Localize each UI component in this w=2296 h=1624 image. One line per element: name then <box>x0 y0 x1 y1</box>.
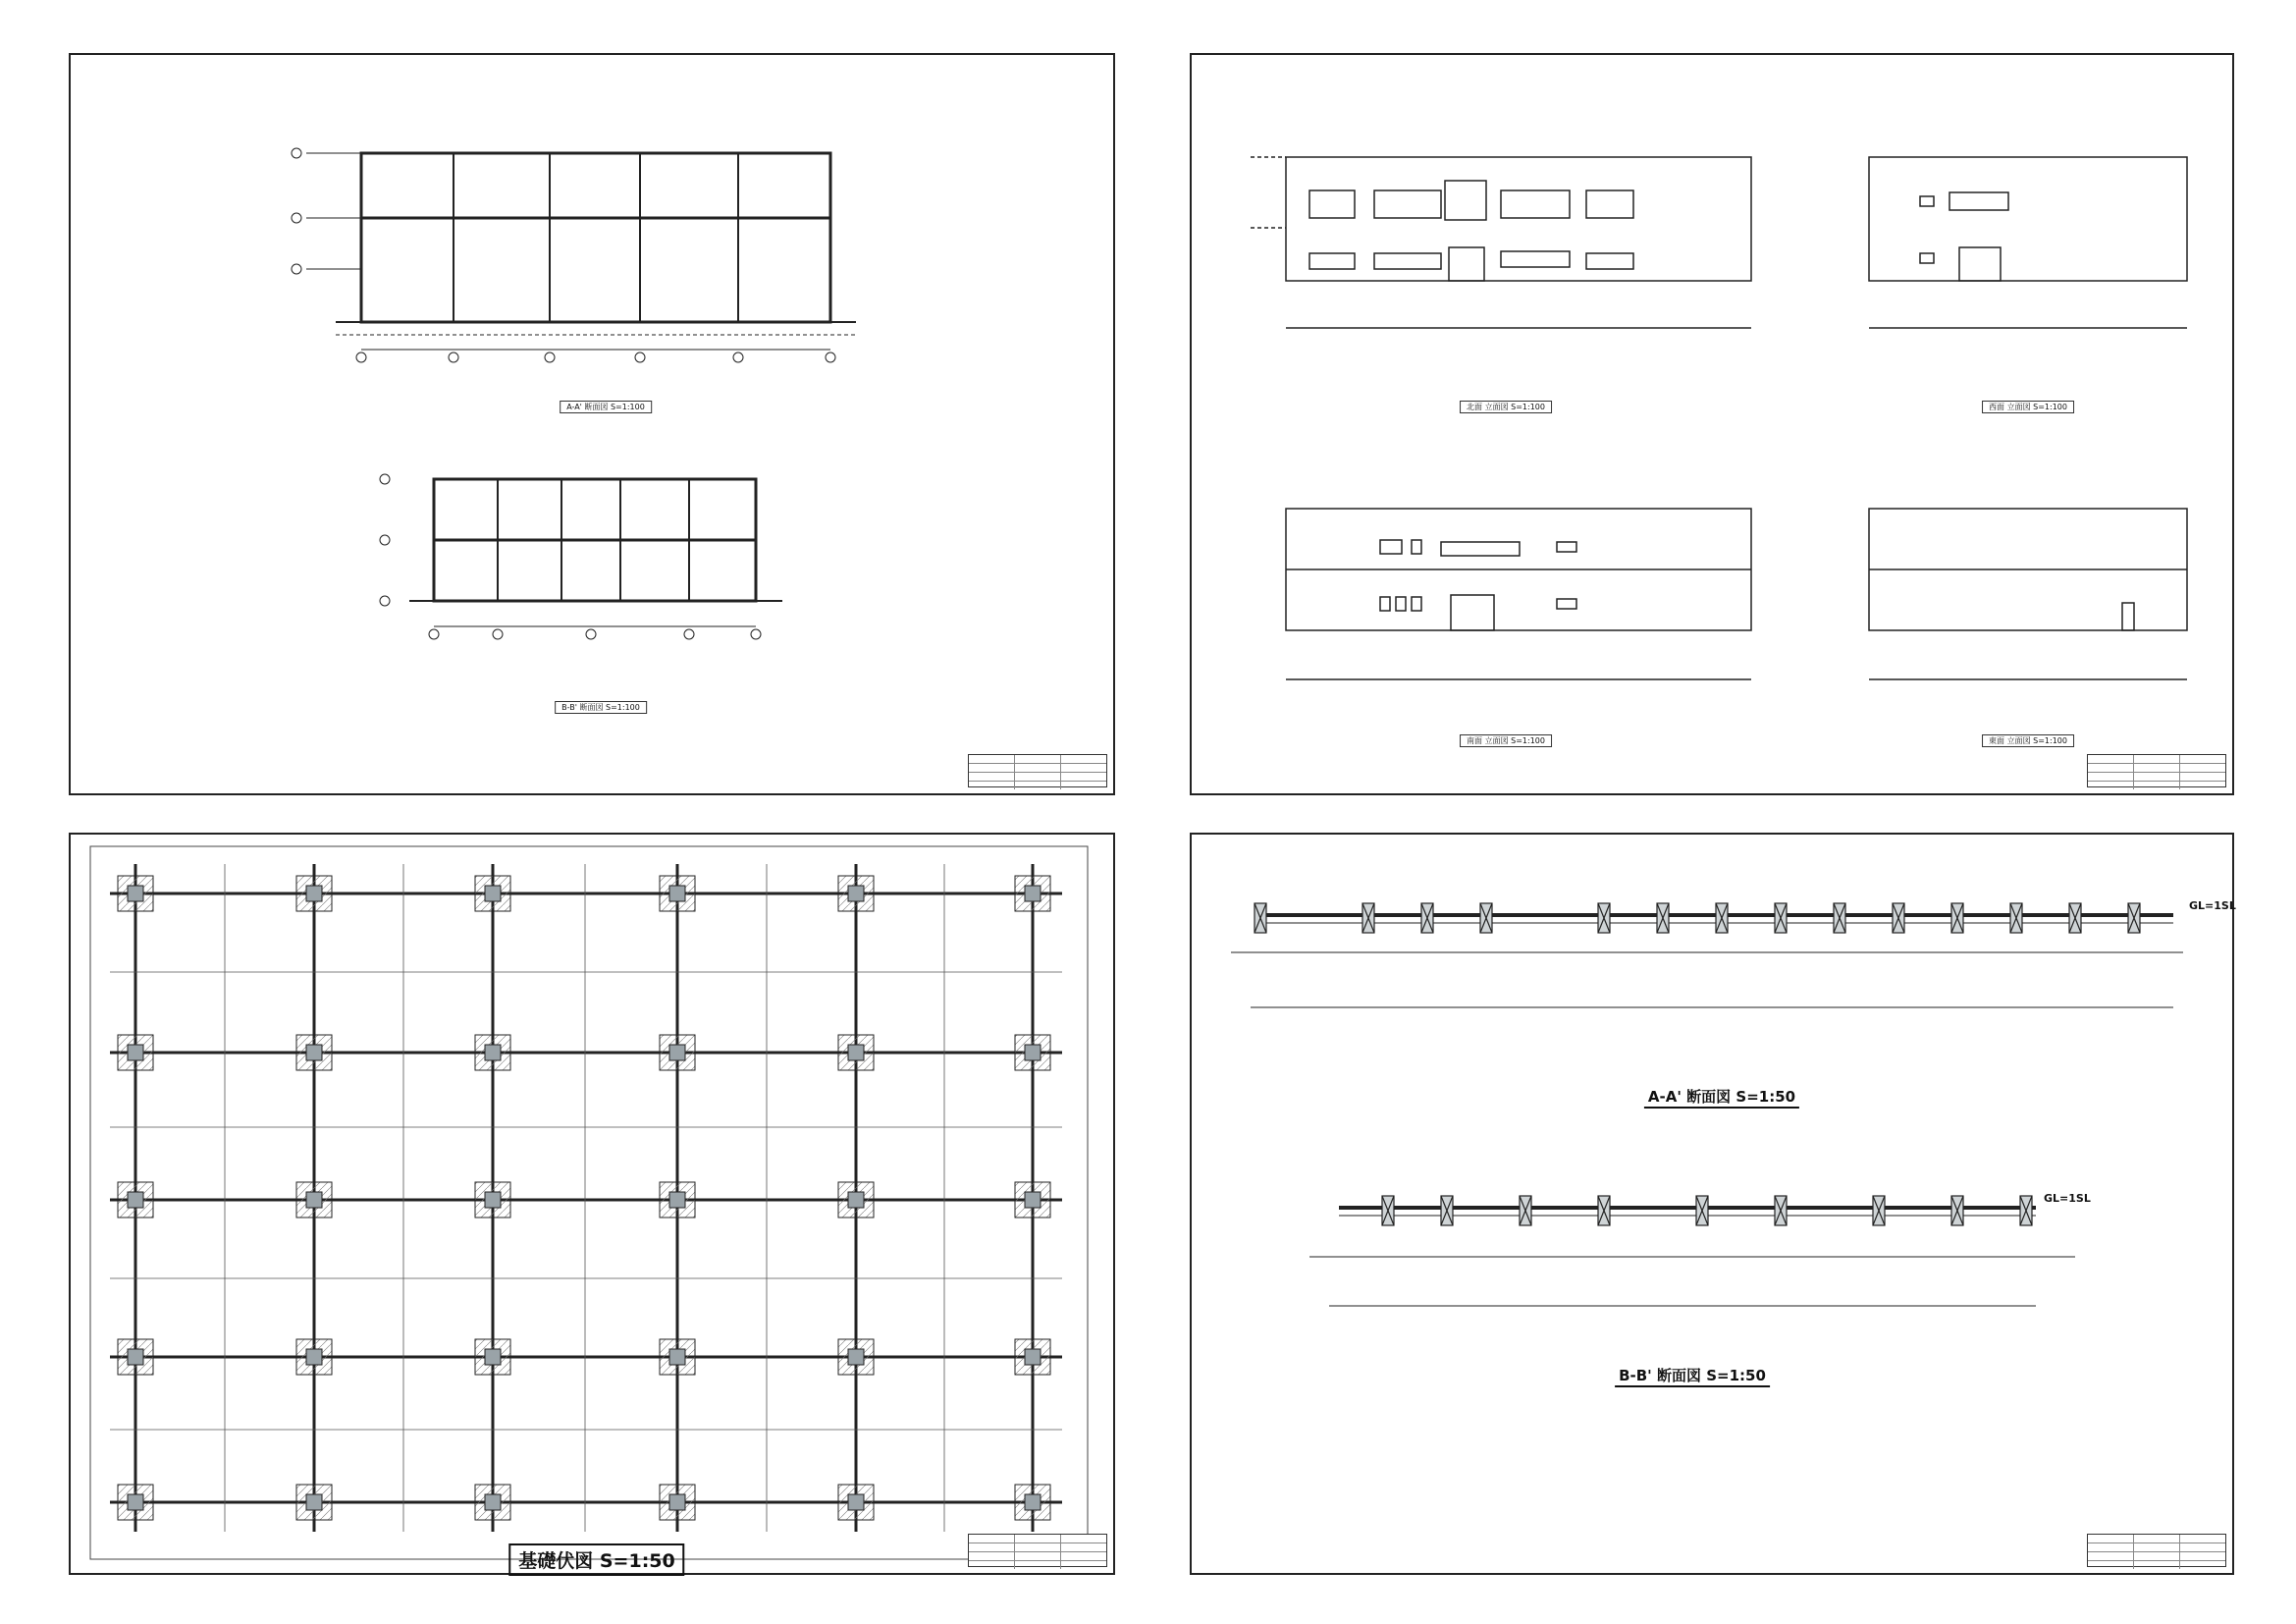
footing-pad <box>838 1339 874 1375</box>
gl-label-b: GL=1SL <box>2044 1192 2091 1205</box>
footing-pad <box>296 1485 332 1520</box>
section-column <box>1598 1196 1610 1225</box>
section-column <box>1951 903 1963 933</box>
caption-section-b-1-50: B-B' 断面図 S=1:50 <box>1615 1365 1770 1387</box>
caption-foundation-plan: 基礎伏図 S=1:50 <box>508 1543 684 1576</box>
sheet-elevations <box>1190 53 2234 795</box>
caption-west-elevation: 西面 立面図 S=1:100 <box>1982 401 2074 413</box>
footing-pad <box>475 1485 510 1520</box>
footing-pad <box>118 1182 153 1218</box>
footing-pad <box>1015 1485 1050 1520</box>
footing-pad <box>660 1182 695 1218</box>
footing-pad <box>118 1339 153 1375</box>
footing-pad <box>660 1339 695 1375</box>
section-column <box>1657 903 1669 933</box>
footing-pad <box>475 1182 510 1218</box>
section-column <box>2020 1196 2032 1225</box>
footing-pad <box>118 876 153 911</box>
footing-pad <box>296 1035 332 1070</box>
footing-pads <box>118 876 1050 1520</box>
footing-pad <box>118 1485 153 1520</box>
footing-pad <box>838 876 874 911</box>
section-column <box>1382 1196 1394 1225</box>
elevations-drawing <box>1192 55 2236 797</box>
section-column <box>1775 903 1787 933</box>
title-block <box>2087 1534 2226 1567</box>
footing-pad <box>838 1035 874 1070</box>
sheet-foundation-plan <box>69 833 1115 1575</box>
foundation-plan-drawing <box>71 835 1117 1577</box>
section-column <box>1255 903 1266 933</box>
section-column <box>1421 903 1433 933</box>
footing-pad <box>118 1035 153 1070</box>
caption-section-b-1-100: B-B' 断面図 S=1:100 <box>555 701 647 714</box>
section-column <box>1951 1196 1963 1225</box>
footing-pad <box>1015 1339 1050 1375</box>
section-column <box>1441 1196 1453 1225</box>
section-column <box>1480 903 1492 933</box>
footing-pad <box>1015 1035 1050 1070</box>
caption-north-elevation: 北面 立面図 S=1:100 <box>1460 401 1552 413</box>
sections-drawing <box>71 55 1117 797</box>
section-column <box>2128 903 2140 933</box>
section-column <box>1520 1196 1531 1225</box>
section-column <box>1598 903 1610 933</box>
footing-pad <box>838 1485 874 1520</box>
section-column <box>1362 903 1374 933</box>
title-block <box>968 754 1107 787</box>
sheet-sections-1-100 <box>69 53 1115 795</box>
section-column <box>2010 903 2022 933</box>
section-column <box>1834 903 1845 933</box>
footing-pad <box>660 1485 695 1520</box>
footing-pad <box>475 876 510 911</box>
footing-pad <box>838 1182 874 1218</box>
sections-1-50-drawing <box>1192 835 2236 1577</box>
title-block <box>2087 754 2226 787</box>
footing-pad <box>296 876 332 911</box>
gl-label-a: GL=1SL <box>2189 899 2236 912</box>
section-column <box>1775 1196 1787 1225</box>
caption-section-a-1-50: A-A' 断面図 S=1:50 <box>1644 1086 1799 1109</box>
caption-section-a-1-100: A-A' 断面図 S=1:100 <box>560 401 652 413</box>
section-column <box>1696 1196 1708 1225</box>
section-column <box>1893 903 1904 933</box>
title-block <box>968 1534 1107 1567</box>
footing-pad <box>475 1339 510 1375</box>
footing-pad <box>1015 1182 1050 1218</box>
section-column <box>1716 903 1728 933</box>
section-column <box>1873 1196 1885 1225</box>
caption-east-elevation: 東面 立面図 S=1:100 <box>1982 734 2074 747</box>
footing-pad <box>660 876 695 911</box>
footing-pad <box>1015 876 1050 911</box>
section-column <box>2069 903 2081 933</box>
footing-pad <box>296 1339 332 1375</box>
footing-pad <box>475 1035 510 1070</box>
footing-pad <box>660 1035 695 1070</box>
footing-pad <box>296 1182 332 1218</box>
sheet-sections-1-50 <box>1190 833 2234 1575</box>
caption-south-elevation: 南面 立面図 S=1:100 <box>1460 734 1552 747</box>
